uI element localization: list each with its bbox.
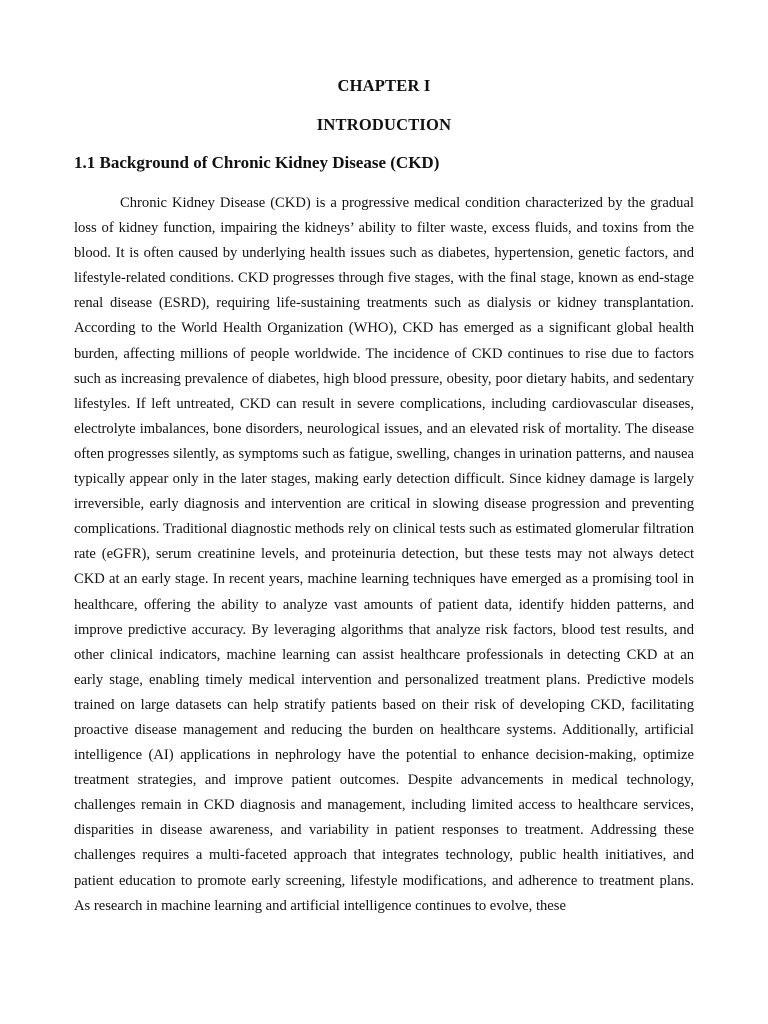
chapter-title: INTRODUCTION	[316, 115, 452, 134]
section-heading: 1.1 Background of Chronic Kidney Disease (CKD)	[74, 153, 440, 172]
chapter-heading: CHAPTER I	[337, 76, 431, 95]
body-paragraph: Chronic Kidney Disease (CKD) is a progressive medical condition characterized by the gradual loss of kidney function, impairing the kidneys’ ability to filter waste, excess fluids, and toxins from the blood. It is often caused by underlying health issues such as diabetes, hypertension, genetic factors, and lifestyle-related conditions. CKD progresses through five stages, with the final stage, known as end-stage renal disease (ESRD), requiring life-sustaining treatments such as dialysis or kidney transplantation. According to the World Health Organization (WHO), CKD has emerged as a significant global health burden, affecting millions of people worldwide. The incidence of CKD continues to rise due to factors such as increasing prevalence of diabetes, high blood pressure, obesity, poor dietary habits, and sedentary lifestyles. If left untreated, CKD can result in severe complications, including cardiovascular diseases, electrolyte imbalances, bone disorders, neurological issues, and an elevated risk of mortality. The disease often progresses silently, as symptoms such as fatigue, swelling, changes in urination patterns, and nausea typically appear only in the later stages, making early detection difficult. Since kidney damage is largely irreversible, early diagnosis and intervention are critical in slowing disease progression and preventing complications. Traditional diagnostic methods rely on clinical tests such as estimated glomerular filtration rate (eGFR), serum creatinine levels, and proteinuria detection, but these tests may not always detect CKD at an early stage. In recent years, machine learning techniques have emerged as a promising tool in healthcare, offering the ability to analyze vast amounts of patient data, identify hidden patterns, and improve predictive accuracy. By leveraging algorithms that analyze risk factors, blood test results, and other clinical indicators, machine learning can assist healthcare professionals in detecting CKD at an early stage, enabling timely medical intervention and personalized treatment plans. Predictive models trained on large datasets can help stratify patients based on their risk of developing CKD, facilitating proactive disease management and reducing the burden on healthcare systems. Additionally, artificial intelligence (AI) applications in nephrology have the potential to enhance decision-making, optimize treatment strategies, and improve patient outcomes. Despite advancements in medical technology, challenges remain in CKD diagnosis and management, including limited access to healthcare services, disparities in disease awareness, and variability in patient responses to treatment. Addressing these challenges requires a multi-faceted approach that integrates technology, public health initiatives, and patient education to promote early screening, lifestyle modifications, and adherence to treatment plans. As research in machine learning and artificial intelligence continues to evolve, these	[74, 195, 694, 914]
